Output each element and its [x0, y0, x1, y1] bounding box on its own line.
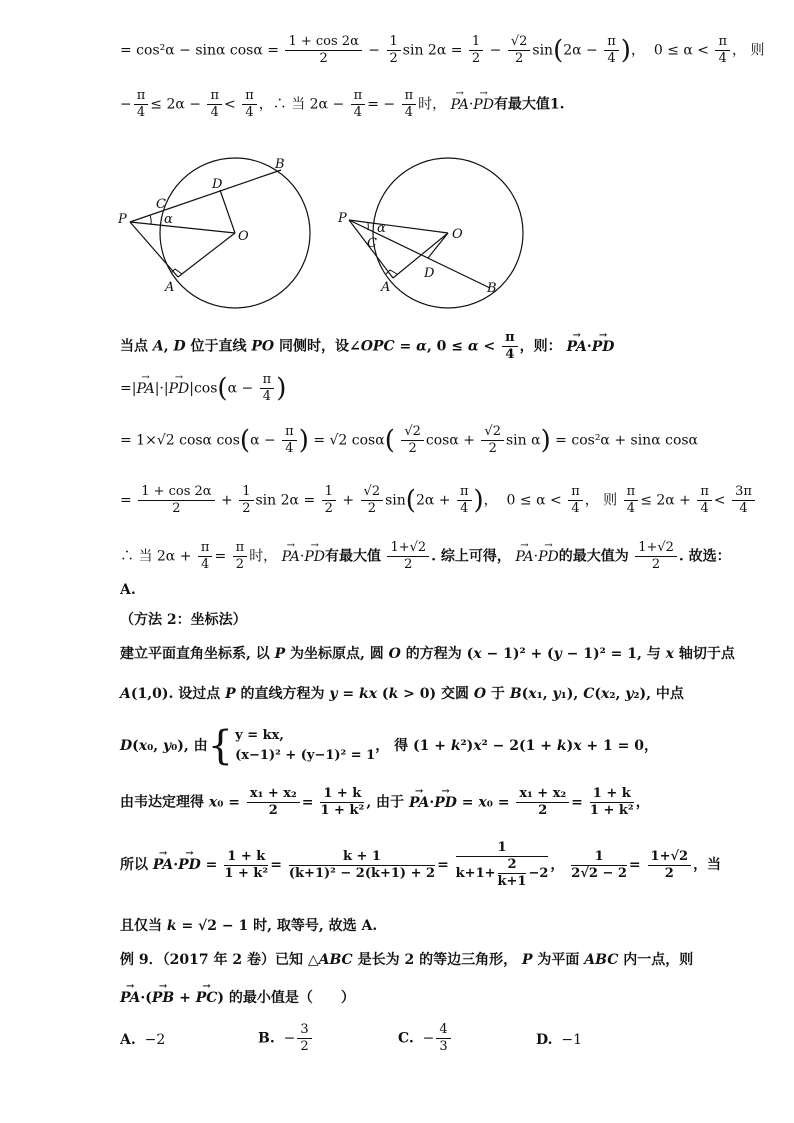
example-9-line-1: 例 9．（2017 年 2 卷）已知 △ABC 是长为 2 的等边三角形， P 为平面 ABC 内一点，则 — [120, 952, 694, 968]
option-b[interactable]: B. − $\frac{3}{2}$ — [258, 1022, 314, 1055]
example-9-line-2: → PA·(→ PB + → PC) 的最小值是（ ） — [120, 988, 355, 1008]
formula-max: ∴ 当 2α + $\frac{\pi}{4}$ = $\frac{\pi}{2}$ 时， → PA·→ PD有最大值 $\frac{1+√2}{2}$ . 综上可得， → PA·→ PD的最大值为 $\frac{1+√2}{2}$ . 故选： — [120, 540, 731, 573]
right-label-O: O — [452, 227, 463, 242]
method2-line-4: 由韦达定理得 x₀ = $\frac{\text{x₁ + x₂}}{2}$ = $\frac{1 + k}{\text{1 + k²}}$ , 由于 → PA·→ PD = x₀ = $\frac{\text{x₁ + x₂}}{2}$ = $\frac{1 + k}{\text{1 + k²}}$ ， — [120, 786, 650, 819]
formula-expand: = 1×√2 cosα cos(α − $\frac{\pi}{4}$ ) = √2 cosα( $\frac{√2}{2}$ cosα + $\frac{√2}{2}$ sin α) = cos²α + sinα cosα — [120, 424, 699, 456]
method2-line-6: 且仅当 k = √2 − 1 时, 取等号, 故选 A. — [120, 918, 378, 934]
formula-line-1: = cos²α − sinα cosα = $\frac{1 + \cos 2\alpha}{2}$ − $\frac{1}{2}$ sin 2α = $\frac{1}{2}$ − $\frac{√2}{2}$ sin(2α − $\frac{\pi}{4}$ )， 0 ≤ α < $\frac{\pi}{4}$ ， 则 — [120, 34, 765, 66]
method2-line-2: A(1,0). 设过点 P 的直线方程为 y = kx (k > 0) 交圆 O 于 B(x₁, y₁), C(x₂, y₂), 中点 — [120, 686, 684, 702]
right-label-D: D — [424, 266, 435, 281]
right-label-B: B — [487, 281, 497, 296]
geometry-figures — [0, 150, 794, 310]
right-label-alpha: α — [377, 221, 386, 236]
option-c[interactable]: C. − $\frac{4}{3}$ — [398, 1022, 453, 1055]
left-label-O: O — [238, 229, 249, 244]
formula-line-2: − $\frac{\pi}{4}$ ≤ 2α − $\frac{\pi}{4}$ < $\frac{\pi}{4}$ ，∴ 当 2α − $\frac{\pi}{4}$ = − $\frac{\pi}{4}$ 时， → PA·→ PD有最大值1. — [120, 88, 565, 121]
left-label-alpha: α — [164, 212, 173, 227]
formula-abs: =|→ PA|·|→ PD|cos(α − $\frac{\pi}{4}$ ) — [120, 372, 286, 405]
left-label-P: P — [118, 212, 127, 227]
method2-line-1: 建立平面直角坐标系, 以 P 为坐标原点, 圆 O 的方程为 (x − 1)² + (y − 1)² = 1, 与 x 轴切于点 — [120, 646, 735, 662]
method-2-heading: （方法 2：坐标法） — [120, 612, 247, 628]
option-a[interactable]: A. −2 — [120, 1032, 166, 1048]
left-label-D: D — [212, 177, 223, 192]
right-label-C: C — [367, 236, 377, 251]
left-label-B: B — [275, 157, 285, 172]
right-figure — [337, 158, 523, 308]
method2-line-3: D(x₀, y₀), 由{ y = kx, (x−1)² + (y−1)² = 1， 得 (1 + k²)x² − 2(1 + k)x + 1 = 0， — [120, 723, 658, 769]
option-d[interactable]: D. −1 — [536, 1032, 583, 1048]
method2-line-5: 所以 → PA·→ PD = $\frac{1 + k}{\text{1 + k²}}$ = $\frac{k + 1}{\text{(k+1)² − 2(k+1) + 2}}$ = 1 k+1+ $\frac{2}{k+1}$ −2 ， $\frac{1}{2√2 - 2}$ = $\frac{1+√2}{2}$ ，当 — [120, 840, 721, 890]
answer-a: A. — [120, 582, 136, 598]
left-label-A: A — [165, 280, 175, 295]
right-label-P: P — [338, 211, 347, 226]
left-figure — [117, 157, 310, 308]
same-side-sentence: 当点 A, D 位于直线 PO 同侧时，设∠OPC = α, 0 ≤ α < $\frac{\pi}{4}$ ，则： → PA·→ PD — [120, 330, 614, 363]
right-label-A: A — [381, 280, 391, 295]
left-label-C: C — [156, 197, 166, 212]
formula-simplify: = $\frac{1 + \cos 2\alpha}{2}$ + $\frac{1}{2}$ sin 2α = $\frac{1}{2}$ + $\frac{√2}{2}$ sin(2α + $\frac{\pi}{4}$ )， 0 ≤ α < $\frac{\pi}{4}$ ， 则 $\frac{\pi}{4}$ ≤ 2α + $\frac{\pi}{4}$ < $\frac{3\pi}{4}$ — [120, 484, 757, 517]
